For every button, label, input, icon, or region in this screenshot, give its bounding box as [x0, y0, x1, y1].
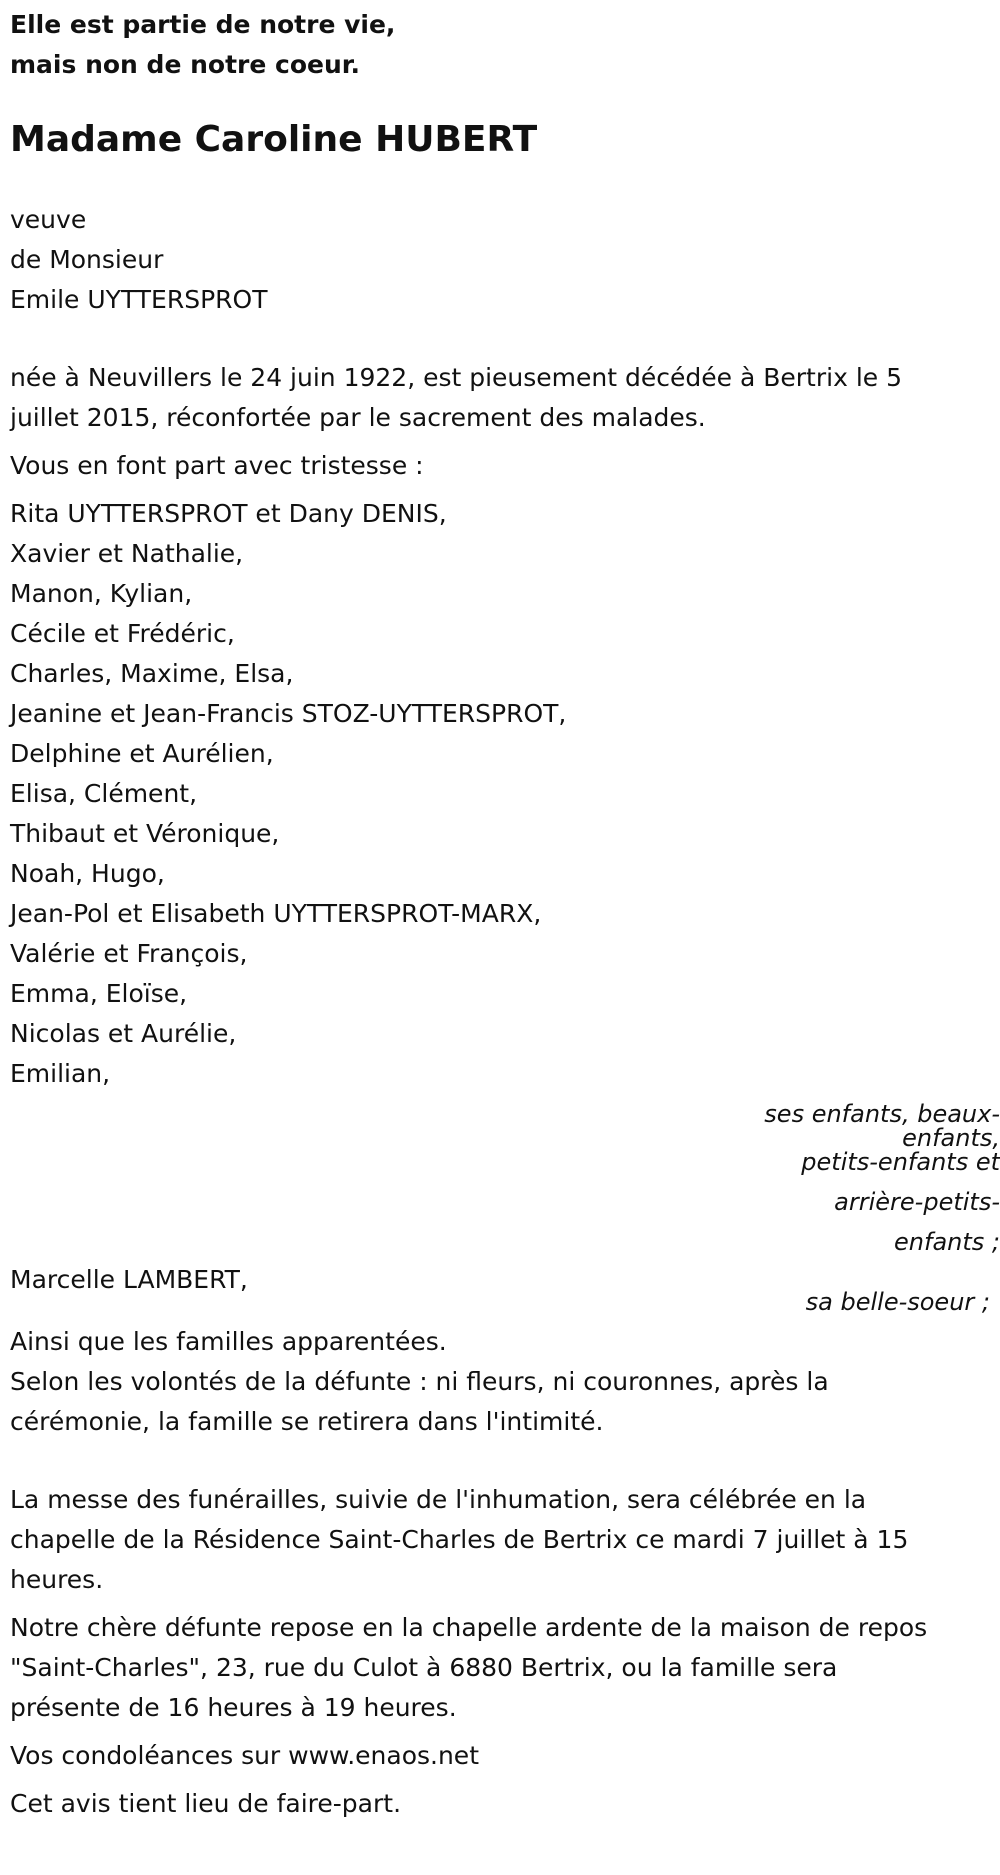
- wishes-line-2: cérémonie, la famille se retirera dans l'intimité.: [10, 1407, 604, 1436]
- funeral-mass: [10, 1480, 1000, 1600]
- announce-text: Vous en font part avec tristesse :: [10, 451, 424, 480]
- family-list: [10, 494, 1000, 1094]
- rest-line-2: "Saint-Charles", 23, rue du Culot à 6880 Bertrix, ou la famille sera: [10, 1653, 838, 1682]
- family-member: Delphine et Aurélien,: [10, 739, 274, 768]
- birth-line-2: juillet 2015, réconfortée par le sacrement des malades.: [10, 403, 706, 432]
- sister-in-law-name: Marcelle LAMBERT,: [10, 1265, 248, 1294]
- quote-line-2: mais non de notre coeur.: [10, 50, 361, 79]
- resting-place: [10, 1608, 1000, 1728]
- quote-line-1: Elle est partie de notre vie,: [10, 10, 396, 39]
- relation-line-5: enfants ;: [894, 1228, 1000, 1256]
- widow-info: [10, 200, 1000, 320]
- sister-in-law-relation: sa belle-soeur ;: [805, 1288, 990, 1316]
- family-member: Charles, Maxime, Elsa,: [10, 659, 294, 688]
- related-families: Ainsi que les familles apparentées.: [10, 1327, 447, 1356]
- family-member: Emma, Eloïse,: [10, 979, 188, 1008]
- family-member: Jean-Pol et Elisabeth UYTTERSPROT-MARX,: [10, 899, 542, 928]
- rest-line-1: Notre chère défunte repose en la chapelle ardente de la maison de repos: [10, 1613, 928, 1642]
- relation-line-3: petits-enfants et: [801, 1148, 1000, 1176]
- family-member: Jeanine et Jean-Francis STOZ-UYTTERSPROT,: [10, 699, 567, 728]
- family-member: Nicolas et Aurélie,: [10, 1019, 237, 1048]
- rest-line-3: présente de 16 heures à 19 heures.: [10, 1693, 457, 1722]
- mass-line-2: chapelle de la Résidence Saint-Charles de Bertrix ce mardi 7 juillet à 15: [10, 1525, 909, 1554]
- relation-children: [750, 1094, 1000, 1262]
- family-member: Manon, Kylian,: [10, 579, 193, 608]
- family-member: Elisa, Clément,: [10, 779, 198, 808]
- birth-death-info: [10, 358, 1000, 438]
- birth-line-1: née à Neuvillers le 24 juin 1922, est pieusement décédée à Bertrix le 5: [10, 363, 902, 392]
- family-member: Cécile et Frédéric,: [10, 619, 235, 648]
- deceased-name: Madame Caroline HUBERT: [10, 119, 538, 160]
- notice-text: Cet avis tient lieu de faire-part.: [10, 1789, 402, 1818]
- family-member: Thibaut et Véronique,: [10, 819, 280, 848]
- widow-line-1: veuve: [10, 205, 87, 234]
- relation-line-1: ses enfants, beaux-: [764, 1100, 1000, 1128]
- family-member: Valérie et François,: [10, 939, 248, 968]
- relation-line-2: enfants,: [902, 1124, 1000, 1152]
- relation-line-4: arrière-petits-: [834, 1188, 1000, 1216]
- family-member: Rita UYTTERSPROT et Dany DENIS,: [10, 499, 447, 528]
- condolences-text: Vos condoléances sur www.enaos.net: [10, 1741, 479, 1770]
- funeral-wishes: [10, 1362, 1000, 1442]
- wishes-line-1: Selon les volontés de la défunte : ni fleurs, ni couronnes, après la: [10, 1367, 829, 1396]
- widow-line-3: Emile UYTTERSPROT: [10, 285, 268, 314]
- family-member: Noah, Hugo,: [10, 859, 165, 888]
- mass-line-3: heures.: [10, 1565, 104, 1594]
- mass-line-1: La messe des funérailles, suivie de l'inhumation, sera célébrée en la: [10, 1485, 867, 1514]
- epitaph-quote: [10, 0, 1000, 80]
- widow-line-2: de Monsieur: [10, 245, 164, 274]
- family-member: Xavier et Nathalie,: [10, 539, 244, 568]
- family-member: Emilian,: [10, 1059, 111, 1088]
